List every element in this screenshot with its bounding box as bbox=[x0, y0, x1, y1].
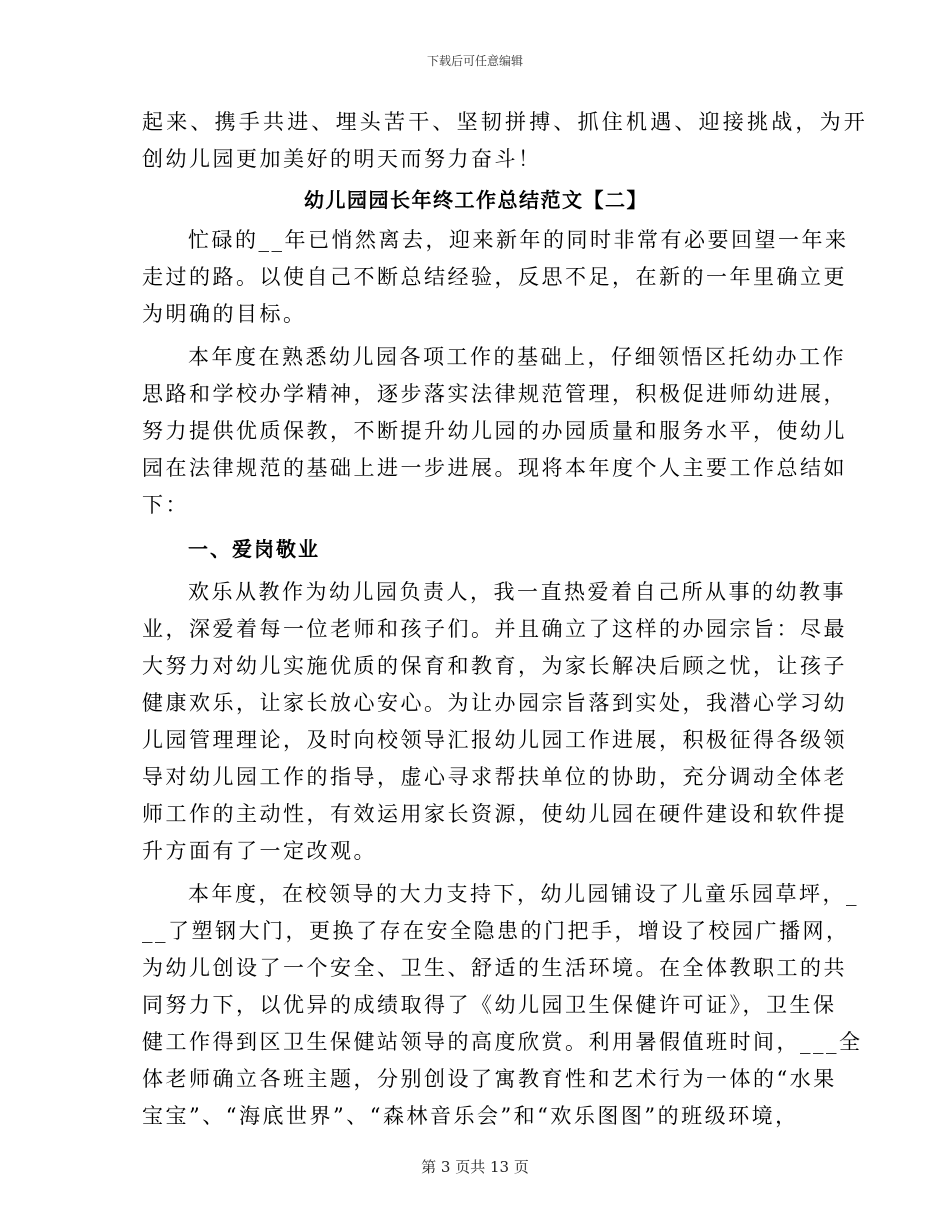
page-header: 下载后可任意编辑 bbox=[426, 54, 523, 68]
text-line: 宝宝”、“海底世界”、“森林音乐会”和“欢乐图图”的班级环境， bbox=[142, 1104, 799, 1128]
text-line: 为明确的目标。 bbox=[142, 302, 307, 326]
text-line: 业，深爱着每一位老师和孩子们。并且确立了这样的办园宗旨：尽最 bbox=[142, 617, 847, 641]
text-line: __了塑钢大门，更换了存在安全隐患的门把手，增设了校园广播网， bbox=[142, 919, 850, 943]
text-line: 忙碌的__年已悄然离去，迎来新年的同时非常有必要回望一年来 bbox=[188, 228, 849, 252]
text-line: 健工作得到区卫生保健站领导的高度欣赏。利用暑假值班时间，___全 bbox=[142, 1030, 863, 1054]
page-footer: 第 3 页共 13 页 bbox=[421, 1158, 529, 1176]
text-line: 思路和学校办学精神，逐步落实法律规范管理，积极促进师幼进展， bbox=[142, 382, 847, 406]
text-line: 本年度，在校领导的大力支持下，幼儿园铺设了儿童乐园草坪，_ bbox=[188, 882, 859, 906]
text-line: 体老师确立各班主题，分别创设了寓教育性和艺术行为一体的“水果 bbox=[142, 1067, 837, 1091]
text-line: 创幼儿园更加美好的明天而努力奋斗！ bbox=[142, 147, 542, 171]
text-line: 走过的路。以使自己不断总结经验，反思不足，在新的一年里确立更 bbox=[142, 265, 847, 289]
text-line: 导对幼儿园工作的指导，虚心寻求帮扶单位的协助，充分调动全体老 bbox=[142, 765, 847, 789]
text-line: 大努力对幼儿实施优质的保育和教育，为家长解决后顾之忧，让孩子 bbox=[142, 654, 847, 678]
text-line: 下： bbox=[142, 493, 189, 517]
text-line: 同努力下，以优异的成绩取得了《幼儿园卫生保健许可证》，卫生保 bbox=[142, 993, 837, 1017]
text-line: 儿园管理理论，及时向校领导汇报幼儿园工作进展，积极征得各级领 bbox=[142, 728, 847, 752]
section-title: 幼儿园园长年终工作总结范文【二】 bbox=[304, 188, 648, 212]
text-line: 师工作的主动性，有效运用家长资源，使幼儿园在硬件建设和软件提 bbox=[142, 802, 847, 826]
document-body bbox=[142, 104, 868, 1135]
text-line: 园在法律规范的基础上进一步进展。现将本年度个人主要工作总结如 bbox=[142, 456, 847, 480]
text-line: 升方面有了一定改观。 bbox=[142, 839, 377, 863]
section-heading: 一、爱岗敬业 bbox=[188, 537, 320, 561]
text-line: 本年度在熟悉幼儿园各项工作的基础上，仔细领悟区托幼办工作 bbox=[188, 345, 846, 369]
text-line: 为幼儿创设了一个安全、卫生、舒适的生活环境。在全体教职工的共 bbox=[142, 956, 847, 980]
text-line: 健康欢乐，让家长放心安心。为让办园宗旨落到实处，我潜心学习幼 bbox=[142, 691, 847, 715]
text-line: 起来、携手共进、埋头苦干、坚韧拼搏、抓住机遇、迎接挑战，为开 bbox=[142, 110, 868, 134]
text-line: 欢乐从教作为幼儿园负责人，我一直热爱着自己所从事的幼教事 bbox=[188, 580, 846, 604]
text-line: 努力提供优质保教，不断提升幼儿园的办园质量和服务水平，使幼儿 bbox=[142, 419, 847, 443]
